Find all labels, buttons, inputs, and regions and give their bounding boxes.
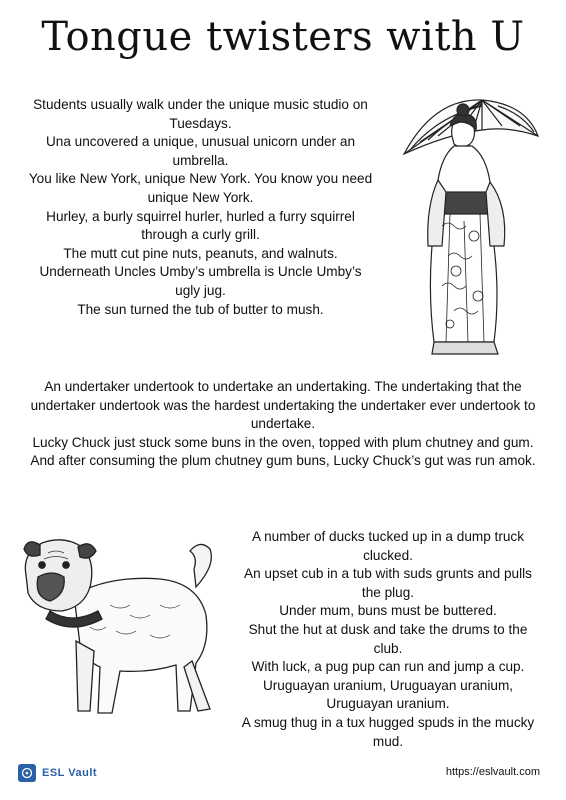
tongue-twister-line: You like New York, unique New York. You know you need unique New York. bbox=[28, 171, 373, 205]
tongue-twister-line: Hurley, a burly squirrel hurler, hurled a furry squirrel through a curly grill. bbox=[46, 208, 355, 243]
page-title: Tongue twisters with U bbox=[41, 14, 525, 60]
vault-icon bbox=[18, 764, 36, 782]
footer-url-link[interactable]: https://eslvault.com bbox=[445, 766, 540, 778]
tongue-twister-line: Under mum, buns must be buttered. bbox=[279, 603, 497, 619]
tongue-twister-line: A smug thug in a tux hugged spuds in the mucky mud. bbox=[241, 714, 535, 749]
tongue-twister-line: Shut the hut at dusk and take the drums to the club. bbox=[248, 621, 528, 656]
logo-text: ESL Vault bbox=[42, 767, 98, 779]
tongue-twister-line: Una uncovered a unique, unusual unicorn under an umbrella. bbox=[45, 134, 356, 168]
tongue-twister-line: A number of ducks tucked up in a dump truck clucked. bbox=[251, 529, 525, 563]
tongue-twister-line: Uruguayan uranium, Uruguayan uranium, Uruguayan uranium. bbox=[262, 677, 514, 712]
tongue-twister-group-1 bbox=[28, 96, 373, 319]
tongue-twister-group-3 bbox=[238, 528, 538, 751]
woman-with-parasol-illustration bbox=[398, 96, 544, 358]
tongue-twister-line: The mutt cut pine nuts, peanuts, and walnuts. bbox=[63, 245, 338, 261]
tongue-twister-group-2 bbox=[22, 378, 544, 471]
tongue-twister-line: The sun turned the tub of butter to mush. bbox=[77, 301, 324, 317]
tongue-twister-line: Underneath Uncles Umby’s umbrella is Uncle Umby’s ugly jug. bbox=[39, 264, 362, 298]
pug-dog-illustration bbox=[20, 535, 232, 725]
tongue-twister-line: An undertaker undertook to undertake an undertaking. The undertaking that the undertaker undertook was the hardest undertaking the undertaker ever undertook to undertake. bbox=[30, 379, 536, 432]
tongue-twister-line: Students usually walk under the unique music studio on Tuesdays. bbox=[33, 97, 368, 131]
tongue-twister-line: With luck, a pug pup can run and jump a cup. bbox=[251, 659, 525, 675]
footer-logo[interactable] bbox=[18, 764, 97, 782]
tongue-twister-line: Lucky Chuck just stuck some buns in the oven, topped with plum chutney and gum. And after consuming the plum chutney gum buns, Lucky Chuck’s gut was run amok. bbox=[30, 434, 536, 469]
tongue-twister-line: An upset cub in a tub with suds grunts and pulls the plug. bbox=[244, 566, 532, 600]
